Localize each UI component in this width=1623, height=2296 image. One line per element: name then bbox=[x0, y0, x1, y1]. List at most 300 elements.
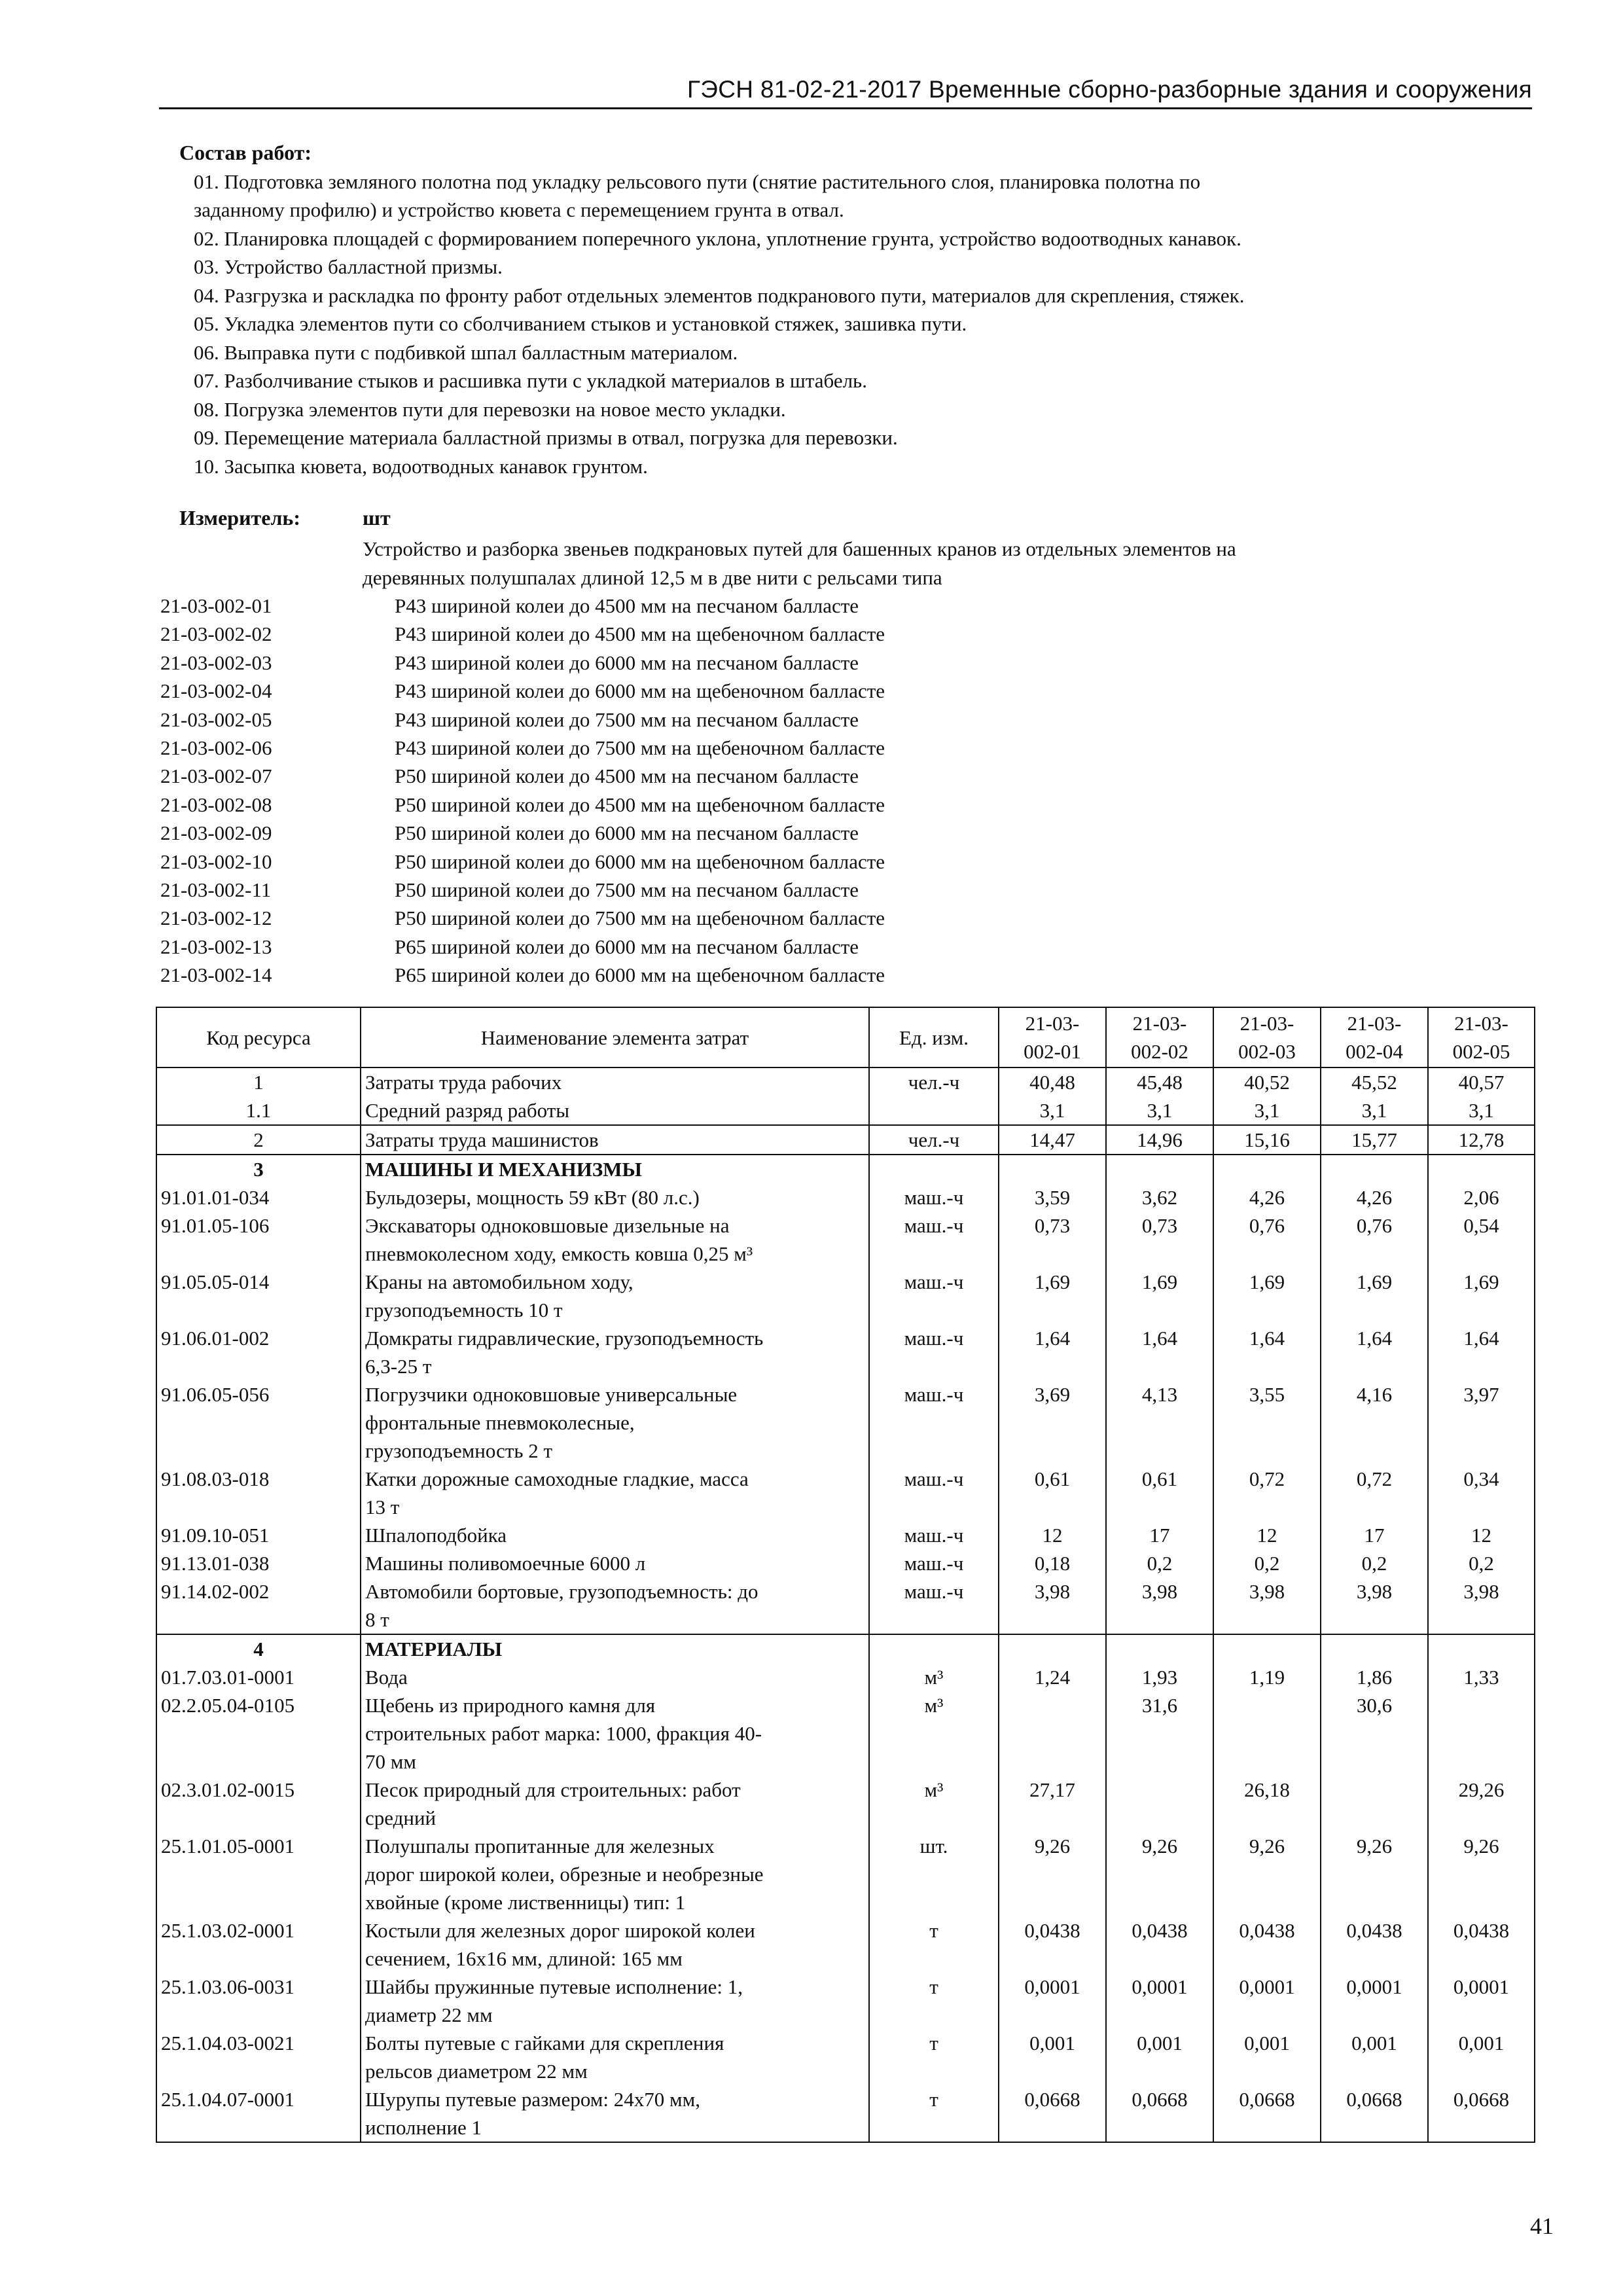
work-title: Состав работ: bbox=[179, 141, 312, 164]
resource-value: 1,64 bbox=[1213, 1324, 1321, 1380]
resource-code: 25.1.03.06-0031 bbox=[156, 1973, 361, 2029]
name-line: Средний разряд работы bbox=[365, 1099, 570, 1122]
resource-value: 17 bbox=[1106, 1521, 1213, 1549]
resource-value: 4,13 bbox=[1106, 1380, 1213, 1465]
name-line: Шпалоподбойка bbox=[365, 1524, 507, 1547]
resource-value: 12 bbox=[1213, 1521, 1321, 1549]
resource-value: 1,69 bbox=[1428, 1268, 1535, 1324]
name-line: Машины поливомоечные 6000 л bbox=[365, 1552, 646, 1575]
resource-value: 3,98 bbox=[999, 1577, 1106, 1634]
code-id: 21-03-002-03 bbox=[160, 651, 272, 674]
resource-value: 3,1 bbox=[1428, 1096, 1535, 1125]
table-row bbox=[156, 1211, 1535, 1268]
resource-value bbox=[1428, 1155, 1535, 1183]
resource-value bbox=[1321, 1155, 1428, 1183]
table-row bbox=[156, 1916, 1535, 1973]
table-row bbox=[156, 1577, 1535, 1634]
resource-name bbox=[361, 1691, 869, 1776]
resource-value: 3,1 bbox=[1321, 1096, 1428, 1125]
header-name: Наименование элемента затрат bbox=[361, 1007, 869, 1067]
work-item: 04. Разгрузка и раскладка по фронту работ отдельных элементов подкранового пути, материалов для скрепления, стяжек. bbox=[194, 283, 1245, 307]
code-text: Р50 шириной колеи до 6000 мм на щебеночном балласте bbox=[395, 850, 885, 873]
resource-code: 02.3.01.02-0015 bbox=[156, 1776, 361, 1832]
resource-value: 0,2 bbox=[1321, 1549, 1428, 1577]
name-line: Экскаваторы одноковшовые дизельные на bbox=[365, 1214, 730, 1237]
resource-value: 1,64 bbox=[999, 1324, 1106, 1380]
resource-value: 0,0001 bbox=[1106, 1973, 1213, 2029]
resource-value: 9,26 bbox=[1321, 1832, 1428, 1916]
resource-name bbox=[361, 2029, 869, 2085]
resource-unit: т bbox=[869, 1916, 999, 1973]
resource-value: 3,55 bbox=[1213, 1380, 1321, 1465]
resource-name bbox=[361, 1155, 869, 1183]
name-line: Вода bbox=[365, 1666, 408, 1689]
resource-value: 0,0668 bbox=[1106, 2085, 1213, 2142]
resource-name bbox=[361, 1211, 869, 1268]
resource-value: 0,0668 bbox=[999, 2085, 1106, 2142]
work-item: 05. Укладка элементов пути со сболчиванием стыков и установкой стяжек, зашивка пути. bbox=[194, 312, 967, 335]
resource-value: 3,62 bbox=[1106, 1183, 1213, 1211]
resource-value: 0,2 bbox=[1428, 1549, 1535, 1577]
resource-value: 26,18 bbox=[1213, 1776, 1321, 1832]
resource-value: 0,73 bbox=[999, 1211, 1106, 1268]
resource-unit: шт. bbox=[869, 1832, 999, 1916]
measure-description bbox=[363, 535, 1475, 592]
resource-value: 0,001 bbox=[1106, 2029, 1213, 2085]
resource-value: 1,69 bbox=[999, 1268, 1106, 1324]
work-item: 07. Разболчивание стыков и расшивка пути с укладкой материалов в штабель. bbox=[194, 369, 867, 392]
resource-value: 45,48 bbox=[1106, 1067, 1213, 1096]
name-line: сечением, 16x16 мм, длиной: 165 мм bbox=[365, 1947, 683, 1970]
resource-code: 91.05.05-014 bbox=[156, 1268, 361, 1324]
code-id: 21-03-002-05 bbox=[160, 708, 272, 731]
resource-value bbox=[1321, 1634, 1428, 1663]
code-row bbox=[160, 762, 885, 790]
header-col: 21-03- 002-05 bbox=[1428, 1007, 1535, 1067]
resource-name bbox=[361, 1067, 869, 1096]
name-line: исполнение 1 bbox=[365, 2116, 482, 2139]
resource-unit: маш.-ч bbox=[869, 1521, 999, 1549]
resource-unit: маш.-ч bbox=[869, 1268, 999, 1324]
code-text: Р50 шириной колеи до 7500 мм на песчаном балласте bbox=[395, 878, 859, 902]
resource-unit: чел.-ч bbox=[869, 1067, 999, 1096]
resource-unit: м³ bbox=[869, 1691, 999, 1776]
code-row bbox=[160, 933, 885, 961]
code-row bbox=[160, 819, 885, 847]
code-text: Р50 шириной колеи до 4500 мм на щебеночном балласте bbox=[395, 793, 885, 816]
table-row bbox=[156, 1324, 1535, 1380]
resource-value: 0,0438 bbox=[1213, 1916, 1321, 1973]
resource-code: 1 bbox=[156, 1067, 361, 1096]
code-text: Р50 шириной колеи до 4500 мм на песчаном балласте bbox=[395, 764, 859, 788]
header-code: Код ресурса bbox=[156, 1007, 361, 1067]
code-text: Р65 шириной колеи до 6000 мм на песчаном балласте bbox=[395, 935, 859, 958]
resource-name bbox=[361, 1973, 869, 2029]
resource-unit: т bbox=[869, 1973, 999, 2029]
table-row bbox=[156, 1380, 1535, 1465]
name-line: дорог широкой колеи, обрезные и необрезные bbox=[365, 1863, 764, 1886]
header-col: 21-03- 002-04 bbox=[1321, 1007, 1428, 1067]
resource-name bbox=[361, 1549, 869, 1577]
resource-name bbox=[361, 1268, 869, 1324]
resource-value: 4,26 bbox=[1321, 1183, 1428, 1211]
resource-value: 9,26 bbox=[1106, 1832, 1213, 1916]
code-id: 21-03-002-08 bbox=[160, 793, 272, 816]
resource-value: 40,48 bbox=[999, 1067, 1106, 1096]
resource-unit bbox=[869, 1096, 999, 1125]
resource-value: 40,57 bbox=[1428, 1067, 1535, 1096]
table-row bbox=[156, 1125, 1535, 1155]
work-item: 02. Планировка площадей с формированием поперечного уклона, уплотнение грунта, устройство водоотводных канавок. bbox=[194, 226, 1241, 250]
code-row bbox=[160, 734, 885, 762]
resource-value: 9,26 bbox=[1213, 1832, 1321, 1916]
name-line: грузоподъемность 2 т bbox=[365, 1439, 553, 1462]
resource-value: 0,0438 bbox=[1321, 1916, 1428, 1973]
resource-value: 0,73 bbox=[1106, 1211, 1213, 1268]
code-text: Р43 шириной колеи до 7500 мм на щебеночном балласте bbox=[395, 736, 885, 760]
code-id: 21-03-002-01 bbox=[160, 594, 272, 617]
resource-value: 0,72 bbox=[1321, 1465, 1428, 1521]
resource-value: 0,2 bbox=[1106, 1549, 1213, 1577]
resource-value: 3,98 bbox=[1428, 1577, 1535, 1634]
resource-value: 3,98 bbox=[1106, 1577, 1213, 1634]
resource-value: 12,78 bbox=[1428, 1125, 1535, 1155]
resource-unit bbox=[869, 1155, 999, 1183]
code-row bbox=[160, 876, 885, 904]
table-row bbox=[156, 2029, 1535, 2085]
table-row bbox=[156, 1549, 1535, 1577]
resource-value: 0,0438 bbox=[1106, 1916, 1213, 1973]
resource-value: 27,17 bbox=[999, 1776, 1106, 1832]
resource-value: 4,16 bbox=[1321, 1380, 1428, 1465]
resource-value: 40,52 bbox=[1213, 1067, 1321, 1096]
code-text: Р50 шириной колеи до 7500 мм на щебеночном балласте bbox=[395, 906, 885, 930]
group-row bbox=[156, 1155, 1535, 1183]
resource-value: 3,98 bbox=[1321, 1577, 1428, 1634]
resource-value: 12 bbox=[1428, 1521, 1535, 1549]
resource-value: 1,19 bbox=[1213, 1663, 1321, 1691]
resource-value: 45,52 bbox=[1321, 1067, 1428, 1096]
resource-value: 0,0668 bbox=[1321, 2085, 1428, 2142]
resource-unit: т bbox=[869, 2085, 999, 2142]
resource-name bbox=[361, 1521, 869, 1549]
resource-value: 1,69 bbox=[1321, 1268, 1428, 1324]
resource-unit: т bbox=[869, 2029, 999, 2085]
work-composition bbox=[179, 139, 1547, 480]
name-line: Песок природный для строительных: работ bbox=[365, 1778, 741, 1801]
resource-value bbox=[1106, 1634, 1213, 1663]
resource-value: 3,69 bbox=[999, 1380, 1106, 1465]
resource-unit: чел.-ч bbox=[869, 1125, 999, 1155]
resource-value: 0,72 bbox=[1213, 1465, 1321, 1521]
resource-code: 4 bbox=[156, 1634, 361, 1663]
name-line: средний bbox=[365, 1806, 437, 1829]
code-id: 21-03-002-09 bbox=[160, 821, 272, 845]
resource-value: 0,001 bbox=[1428, 2029, 1535, 2085]
resource-code: 91.01.01-034 bbox=[156, 1183, 361, 1211]
resource-value: 1,86 bbox=[1321, 1663, 1428, 1691]
resource-value: 3,1 bbox=[999, 1096, 1106, 1125]
resource-value bbox=[1106, 1776, 1213, 1832]
code-row bbox=[160, 649, 885, 677]
name-line: Домкраты гидравлические, грузоподъемность bbox=[365, 1327, 764, 1350]
code-row bbox=[160, 848, 885, 876]
header-col: 21-03- 002-02 bbox=[1106, 1007, 1213, 1067]
resource-value: 0,001 bbox=[1213, 2029, 1321, 2085]
resource-value bbox=[999, 1155, 1106, 1183]
resource-value: 29,26 bbox=[1428, 1776, 1535, 1832]
resource-value: 0,0001 bbox=[1213, 1973, 1321, 2029]
code-id: 21-03-002-11 bbox=[160, 878, 272, 902]
resource-value: 3,59 bbox=[999, 1183, 1106, 1211]
resource-unit: маш.-ч bbox=[869, 1465, 999, 1521]
code-id: 21-03-002-13 bbox=[160, 935, 272, 958]
resource-value: 0,0668 bbox=[1428, 2085, 1535, 2142]
resource-code: 91.01.05-106 bbox=[156, 1211, 361, 1268]
resource-value: 0,0001 bbox=[1428, 1973, 1535, 2029]
resource-code: 91.08.03-018 bbox=[156, 1465, 361, 1521]
name-line: Костыли для железных дорог широкой колеи bbox=[365, 1919, 755, 1942]
code-row bbox=[160, 961, 885, 989]
code-text: Р43 шириной колеи до 6000 мм на щебеночном балласте bbox=[395, 679, 885, 703]
resource-name bbox=[361, 2085, 869, 2142]
page-number: 41 bbox=[1530, 2213, 1554, 2239]
name-line: Краны на автомобильном ходу, bbox=[365, 1270, 633, 1293]
resource-value: 0,001 bbox=[999, 2029, 1106, 2085]
work-item: заданному профилю) и устройство кювета с перемещением грунта в отвал. bbox=[194, 198, 844, 221]
table-row bbox=[156, 1183, 1535, 1211]
name-line: МАТЕРИАЛЫ bbox=[365, 1638, 503, 1660]
table-row bbox=[156, 1521, 1535, 1549]
resource-value: 9,26 bbox=[999, 1832, 1106, 1916]
resource-value bbox=[1213, 1691, 1321, 1776]
header-col: 21-03- 002-01 bbox=[999, 1007, 1106, 1067]
name-line: хвойные (кроме лиственницы) тип: 1 bbox=[365, 1891, 686, 1914]
name-line: 70 мм bbox=[365, 1750, 416, 1773]
name-line: пневмоколесном ходу, емкость ковша 0,25 м³ bbox=[365, 1242, 753, 1265]
resource-unit: маш.-ч bbox=[869, 1577, 999, 1634]
resource-value: 0,61 bbox=[1106, 1465, 1213, 1521]
resource-value: 1,69 bbox=[1213, 1268, 1321, 1324]
name-line: 13 т bbox=[365, 1496, 400, 1518]
resource-code: 3 bbox=[156, 1155, 361, 1183]
resource-value bbox=[1321, 1776, 1428, 1832]
resource-value bbox=[1106, 1155, 1213, 1183]
resource-value bbox=[1428, 1691, 1535, 1776]
name-line: Затраты труда машинистов bbox=[365, 1128, 599, 1151]
table-row bbox=[156, 1663, 1535, 1691]
code-id: 21-03-002-14 bbox=[160, 963, 272, 987]
work-item: 10. Засыпка кювета, водоотводных канавок грунтом. bbox=[194, 454, 648, 478]
resource-unit bbox=[869, 1634, 999, 1663]
resource-unit: маш.-ч bbox=[869, 1183, 999, 1211]
code-row bbox=[160, 677, 885, 705]
name-line: Шайбы пружинные путевые исполнение: 1, bbox=[365, 1975, 743, 1998]
resource-name bbox=[361, 1465, 869, 1521]
name-line: Шурупы путевые размером: 24x70 мм, bbox=[365, 2088, 700, 2111]
resource-name bbox=[361, 1577, 869, 1634]
code-id: 21-03-002-10 bbox=[160, 850, 272, 873]
code-text: Р43 шириной колеи до 4500 мм на щебеночном балласте bbox=[395, 622, 885, 646]
name-line: 8 т bbox=[365, 1608, 389, 1631]
table-header-row bbox=[156, 1007, 1535, 1067]
code-list bbox=[160, 592, 885, 990]
resource-value: 15,77 bbox=[1321, 1125, 1428, 1155]
name-line: МАШИНЫ И МЕХАНИЗМЫ bbox=[365, 1158, 642, 1181]
resource-name bbox=[361, 1634, 869, 1663]
resource-code: 25.1.04.03-0021 bbox=[156, 2029, 361, 2085]
name-line: грузоподъемность 10 т bbox=[365, 1299, 563, 1321]
description-line: Устройство и разборка звеньев подкрановых путей для башенных кранов из отдельных элементов на bbox=[363, 537, 1236, 560]
resource-value: 1,64 bbox=[1106, 1324, 1213, 1380]
code-id: 21-03-002-06 bbox=[160, 736, 272, 760]
resource-value: 1,64 bbox=[1428, 1324, 1535, 1380]
resource-value: 9,26 bbox=[1428, 1832, 1535, 1916]
resource-value: 0,2 bbox=[1213, 1549, 1321, 1577]
resource-value: 15,16 bbox=[1213, 1125, 1321, 1155]
resource-value: 0,18 bbox=[999, 1549, 1106, 1577]
resource-value: 14,96 bbox=[1106, 1125, 1213, 1155]
resource-code: 25.1.03.02-0001 bbox=[156, 1916, 361, 1973]
code-id: 21-03-002-12 bbox=[160, 906, 272, 930]
page-header bbox=[159, 73, 1532, 109]
name-line: Катки дорожные самоходные гладкие, масса bbox=[365, 1467, 749, 1490]
resource-value: 0,76 bbox=[1213, 1211, 1321, 1268]
resource-code: 91.09.10-051 bbox=[156, 1521, 361, 1549]
table-row bbox=[156, 1973, 1535, 2029]
code-row bbox=[160, 706, 885, 734]
table-row bbox=[156, 1776, 1535, 1832]
name-line: Бульдозеры, мощность 59 кВт (80 л.с.) bbox=[365, 1186, 700, 1209]
table-row bbox=[156, 1096, 1535, 1125]
resource-value: 1,64 bbox=[1321, 1324, 1428, 1380]
code-row bbox=[160, 904, 885, 932]
resource-unit: м³ bbox=[869, 1663, 999, 1691]
resource-code: 01.7.03.01-0001 bbox=[156, 1663, 361, 1691]
resource-name bbox=[361, 1776, 869, 1832]
resource-name bbox=[361, 1324, 869, 1380]
name-line: фронтальные пневмоколесные, bbox=[365, 1411, 635, 1434]
resource-value: 3,97 bbox=[1428, 1380, 1535, 1465]
resource-value: 4,26 bbox=[1213, 1183, 1321, 1211]
work-item: 01. Подготовка земляного полотна под укладку рельсового пути (снятие растительного слоя, планировка полотна по bbox=[194, 170, 1201, 193]
work-item: 03. Устройство балластной призмы. bbox=[194, 255, 503, 278]
resource-value bbox=[999, 1691, 1106, 1776]
measure-unit: шт bbox=[363, 506, 391, 529]
code-row bbox=[160, 592, 885, 620]
resource-unit: маш.-ч bbox=[869, 1380, 999, 1465]
resource-code: 91.13.01-038 bbox=[156, 1549, 361, 1577]
resource-value: 0,0438 bbox=[999, 1916, 1106, 1973]
resource-value: 0,0668 bbox=[1213, 2085, 1321, 2142]
resource-name bbox=[361, 1096, 869, 1125]
resource-value: 3,98 bbox=[1213, 1577, 1321, 1634]
table-row bbox=[156, 1268, 1535, 1324]
table-row bbox=[156, 1067, 1535, 1096]
table-row bbox=[156, 1832, 1535, 1916]
resource-value: 1,93 bbox=[1106, 1663, 1213, 1691]
work-item: 08. Погрузка элементов пути для перевозки на новое место укладки. bbox=[194, 397, 786, 421]
resource-unit: маш.-ч bbox=[869, 1549, 999, 1577]
table-row bbox=[156, 2085, 1535, 2142]
resource-name bbox=[361, 1832, 869, 1916]
name-line: Щебень из природного камня для bbox=[365, 1694, 656, 1717]
header-title: ГЭСН 81-02-21-2017 Временные сборно-разборные здания и сооружения bbox=[687, 76, 1532, 103]
resource-value: 3,1 bbox=[1213, 1096, 1321, 1125]
resource-name bbox=[361, 1916, 869, 1973]
code-text: Р65 шириной колеи до 6000 мм на щебеночном балласте bbox=[395, 963, 885, 987]
code-text: Р43 шириной колеи до 4500 мм на песчаном балласте bbox=[395, 594, 859, 617]
name-line: 6,3-25 т bbox=[365, 1355, 432, 1378]
resource-unit: м³ bbox=[869, 1776, 999, 1832]
resource-name bbox=[361, 1663, 869, 1691]
work-item: 06. Выправка пути с подбивкой шпал балластным материалом. bbox=[194, 340, 738, 364]
resource-code: 91.06.05-056 bbox=[156, 1380, 361, 1465]
code-text: Р50 шириной колеи до 6000 мм на песчаном балласте bbox=[395, 821, 859, 845]
resource-code: 91.14.02-002 bbox=[156, 1577, 361, 1634]
name-line: Затраты труда рабочих bbox=[365, 1071, 562, 1094]
resource-value: 0,34 bbox=[1428, 1465, 1535, 1521]
resource-code: 91.06.01-002 bbox=[156, 1324, 361, 1380]
code-id: 21-03-002-07 bbox=[160, 764, 272, 788]
resource-value: 12 bbox=[999, 1521, 1106, 1549]
resource-value: 1,24 bbox=[999, 1663, 1106, 1691]
code-text: Р43 шириной колеи до 7500 мм на песчаном балласте bbox=[395, 708, 859, 731]
resource-value: 14,47 bbox=[999, 1125, 1106, 1155]
resource-value bbox=[1213, 1634, 1321, 1663]
name-line: Полушпалы пропитанные для железных bbox=[365, 1835, 715, 1857]
resource-table bbox=[156, 1007, 1535, 2143]
measure-label: Измеритель: bbox=[179, 506, 300, 529]
code-id: 21-03-002-02 bbox=[160, 622, 272, 646]
resource-value: 3,1 bbox=[1106, 1096, 1213, 1125]
resource-value bbox=[1428, 1634, 1535, 1663]
resource-value: 0,0438 bbox=[1428, 1916, 1535, 1973]
resource-value: 1,33 bbox=[1428, 1663, 1535, 1691]
name-line: диаметр 22 мм bbox=[365, 2003, 493, 2026]
resource-code: 25.1.01.05-0001 bbox=[156, 1832, 361, 1916]
resource-value: 0,0001 bbox=[999, 1973, 1106, 2029]
resource-name bbox=[361, 1380, 869, 1465]
code-row bbox=[160, 791, 885, 819]
resource-value: 0,76 bbox=[1321, 1211, 1428, 1268]
resource-unit: маш.-ч bbox=[869, 1211, 999, 1268]
resource-value: 0,0001 bbox=[1321, 1973, 1428, 2029]
name-line: Болты путевые с гайками для скрепления bbox=[365, 2032, 724, 2054]
resource-unit: маш.-ч bbox=[869, 1324, 999, 1380]
work-item: 09. Перемещение материала балластной призмы в отвал, погрузка для перевозки. bbox=[194, 426, 898, 449]
table-row bbox=[156, 1465, 1535, 1521]
resource-name bbox=[361, 1183, 869, 1211]
resource-code: 25.1.04.07-0001 bbox=[156, 2085, 361, 2142]
resource-value bbox=[999, 1634, 1106, 1663]
resource-name bbox=[361, 1125, 869, 1155]
header-unit: Ед. изм. bbox=[869, 1007, 999, 1067]
code-row bbox=[160, 620, 885, 648]
code-id: 21-03-002-04 bbox=[160, 679, 272, 703]
header-col: 21-03- 002-03 bbox=[1213, 1007, 1321, 1067]
resource-value: 0,61 bbox=[999, 1465, 1106, 1521]
resource-value: 31,6 bbox=[1106, 1691, 1213, 1776]
group-row bbox=[156, 1634, 1535, 1663]
resource-value: 0,54 bbox=[1428, 1211, 1535, 1268]
resource-value: 2,06 bbox=[1428, 1183, 1535, 1211]
name-line: Погрузчики одноковшовые универсальные bbox=[365, 1383, 738, 1406]
name-line: рельсов диаметром 22 мм bbox=[365, 2060, 588, 2083]
resource-code: 02.2.05.04-0105 bbox=[156, 1691, 361, 1776]
resource-value bbox=[1213, 1155, 1321, 1183]
name-line: Автомобили бортовые, грузоподъемность: до bbox=[365, 1580, 758, 1603]
